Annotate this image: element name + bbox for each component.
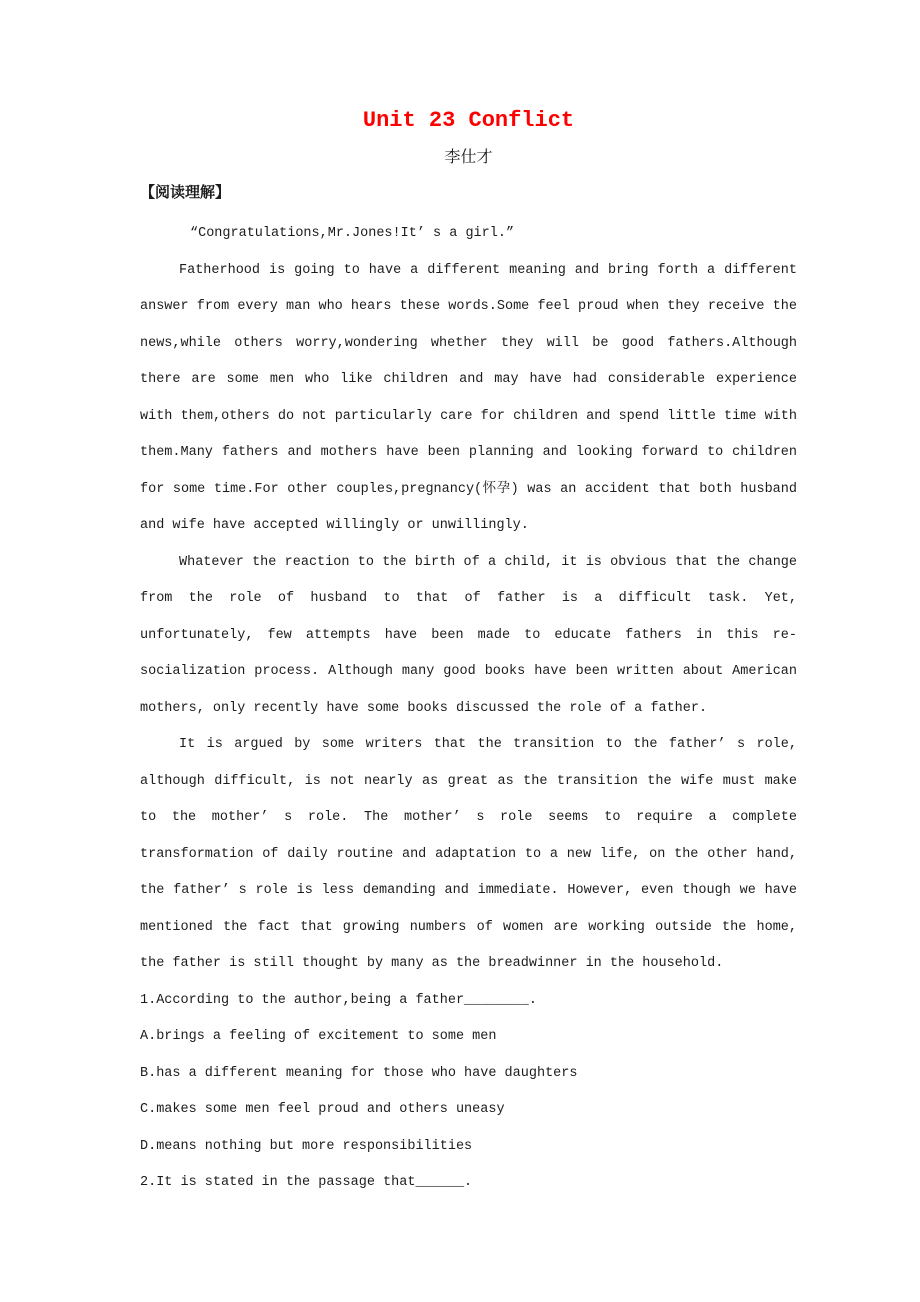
passage-paragraph-2: Whatever the reaction to the birth of a child, it is obvious that the change from the role of husband to that of father is a difficult task. Yet, unfortunately, few attempts have been made to educate fathers in this re-socialization process. Although many good books have been written about American mothers, only recently have some books discussed the role of a father.: [140, 554, 797, 716]
question-1-stem: 1.According to the author,being a father________.: [140, 992, 537, 1008]
question-1-option-d: D.means nothing but more responsibilities: [140, 1138, 473, 1154]
opening-quote: “Congratulations,Mr.Jones!It’ s a girl.”: [190, 226, 515, 241]
questions-section: [140, 983, 797, 1202]
question-1-option-a: A.brings a feeling of excitement to some men: [140, 1029, 497, 1044]
page-title: Unit 23 Conflict: [362, 108, 575, 133]
passage: [140, 216, 797, 983]
question-2-stem: 2.It is stated in the passage that______.: [140, 1175, 473, 1190]
question-1-option-c: C.makes some men feel proud and others uneasy: [140, 1102, 505, 1117]
reading-comprehension-heading: 【阅读理解】: [140, 185, 231, 202]
passage-paragraph-1: Fatherhood is going to have a different meaning and bring forth a different answer from every man who hears these words.Some feel proud when they receive the news,while others worry,wondering whether they will be good fathers.Although there are some men who like children and may have had considerable experience with them,others do not particularly care for children and spend little time with them.Many fathers and mothers have been planning and looking forward to children for some time.For other couples,pregnancy(怀孕) was an accident that both husband and wife have accepted willingly or unwillingly.: [140, 262, 797, 533]
passage-paragraph-3: It is argued by some writers that the transition to the father’ s role, although difficult, is not nearly as great as the transition the wife must make to the mother’ s role. The mother’ s role seems to require a complete transformation of daily routine and adaptation to a new life, on the other hand, the father’ s role is less demanding and immediate. However, even though we have mentioned the fact that growing numbers of women are working outside the home, the father is still thought by many as the breadwinner in the household.: [140, 737, 797, 971]
question-1-option-b: B.has a different meaning for those who have daughters: [140, 1065, 578, 1081]
author-name: 李仕才: [444, 149, 493, 167]
